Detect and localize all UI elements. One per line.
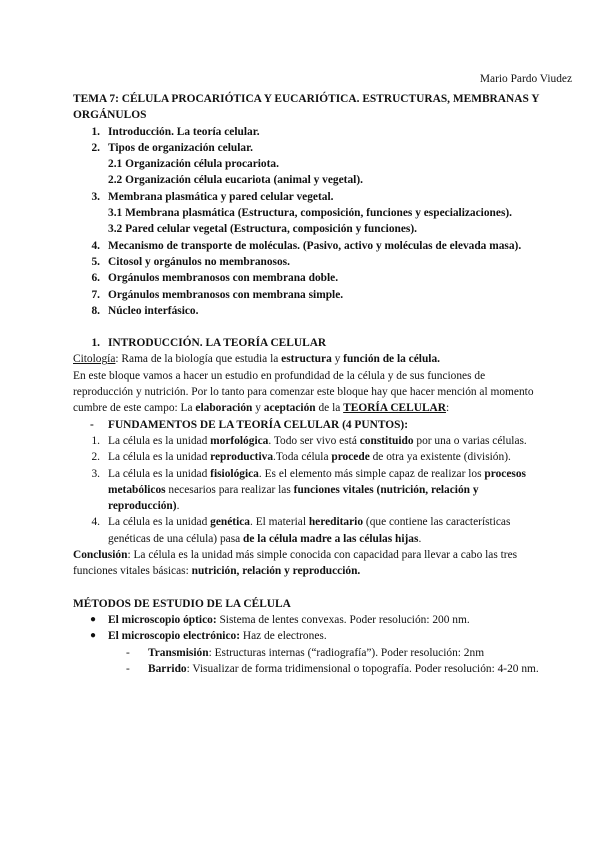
fundamento-1: 1. La célula es la unidad morfológica. Todo ser vivo está constituido por una o varias células. [91, 434, 527, 447]
metodo-optico: ● El microscopio óptico: Sistema de lentes convexas. Poder resolución: 200 nm. [73, 612, 543, 628]
fundamento-2: 2. La célula es la unidad reproductiva.Toda célula procede de otra ya existente (división). [91, 451, 511, 464]
toc-subitem-3-1: 3.1 Membrana plasmática (Estructura, composición, funciones y especializaciones). [108, 207, 513, 220]
metodo-barrido: - Barrido: Visualizar de forma tridimensional o topografía. Poder resolución: 4-20 nm. [126, 662, 539, 675]
author-name: Mario Pardo Viudez [479, 73, 572, 85]
fundamentos-heading: - FUNDAMENTOS DE LA TEORÍA CELULAR (4 PUNTOS): [90, 418, 408, 431]
toc-item-1: 1. Introducción. La teoría celular. [91, 125, 260, 138]
toc-subitem-3-2: 3.2 Pared celular vegetal (Estructura, composición y funciones). [108, 223, 417, 236]
toc-item-8: 8. Núcleo interfásico. [91, 304, 199, 317]
bullet-icon: ● [89, 630, 96, 642]
toc-item-7: 7. Orgánulos membranosos con membrana simple. [91, 288, 344, 301]
metodo-transmision: - Transmisión: Estructuras internas (“radiografía”). Poder resolución: 2nm [126, 646, 485, 659]
toc-subitem-2-2: 2.2 Organización célula eucariota (animal y vegetal). [108, 174, 363, 187]
conclusion-paragraph: Conclusión: La célula es la unidad más simple conocida con capacidad para llevar a cabo las tres funciones vitales básicas: nutrición, relación y reproducción. [73, 549, 518, 578]
toc-subitem-2-1: 2.1 Organización célula procariota. [108, 158, 279, 171]
section-heading-metodos: MÉTODOS DE ESTUDIO DE LA CÉLULA [73, 597, 291, 610]
table-of-contents [73, 124, 543, 320]
intro-paragraph: En este bloque vamos a hacer un estudio en profundidad de la célula y de sus funciones de reproducción y nutrición. Por lo tanto para comenzar este bloque hay que hacer mención al momento cumbre de este campo: La elaboración y aceptación de la TEORÍA CELULAR: [73, 369, 534, 415]
bullet-icon: ● [89, 613, 96, 625]
toc-item-4: 4. Mecanismo de transporte de moléculas. (Pasivo, activo y moléculas de elevada masa). [91, 239, 522, 252]
citologia-definition: Citología: Rama de la biología que estudia la estructura y función de la célula. [73, 353, 440, 366]
toc-item-2: 2. Tipos de organización celular. 2.1 Organización célula procariota. 2.2 Organización célula eucariota (animal y vegetal). [73, 140, 543, 189]
toc-item-5: 5. Citosol y orgánulos no membranosos. [91, 255, 290, 268]
document-content [73, 91, 543, 677]
toc-item-3: 3. Membrana plasmática y pared celular vegetal. 3.1 Membrana plasmática (Estructura, composición, funciones y especializaciones). 3.2 Pared celular vegetal (Estructura, composición y funciones). [73, 189, 543, 238]
toc-item-6: 6. Orgánulos membranosos con membrana doble. [91, 272, 339, 285]
section-heading-intro: 1. INTRODUCCIÓN. LA TEORÍA CELULAR [91, 337, 327, 350]
metodo-electronico: ● El microscopio electrónico: Haz de electrones. [73, 628, 543, 644]
document-title: TEMA 7: CÉLULA PROCARIÓTICA Y EUCARIÓTICA. ESTRUCTURAS, MEMBRANAS Y ORGÁNULOS [73, 93, 540, 122]
fundamento-4: 4. La célula es la unidad genética. El material hereditario (que contiene las características genéticas de una célula) pasa de la célula madre a las células hijas. [91, 516, 511, 545]
fundamento-3: 3. La célula es la unidad fisiológica. Es el elemento más simple capaz de realizar los procesos metabólicos necesarios para realizar las funciones vitales (nutrición, relación y reproducción). [91, 467, 526, 513]
